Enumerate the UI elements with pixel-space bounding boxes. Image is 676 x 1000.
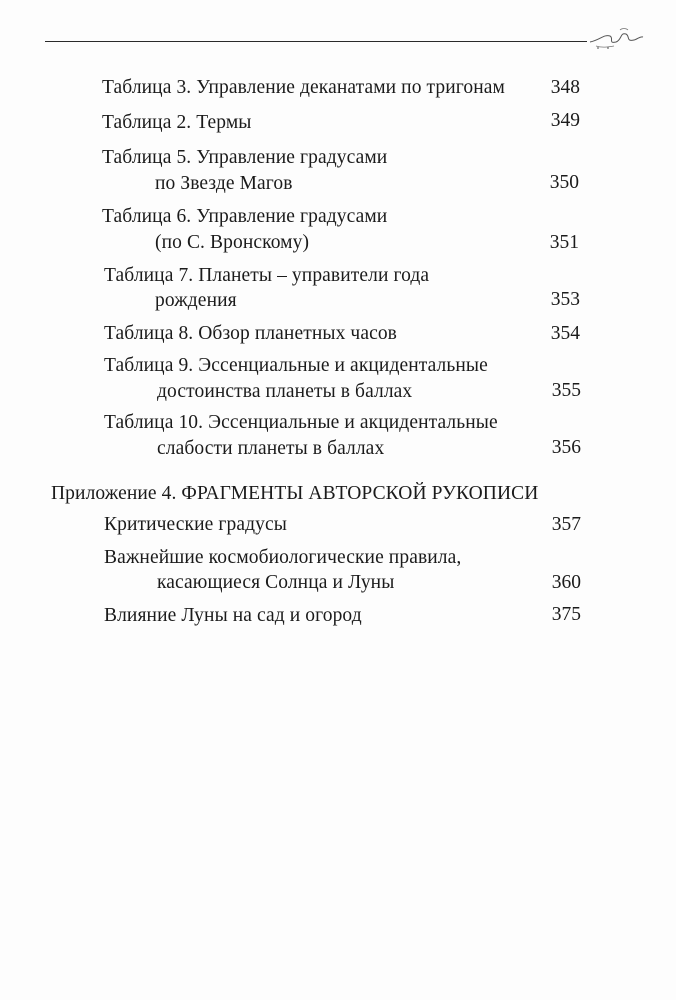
toc-entry-title: Влияние Луны на сад и огород [104,605,362,626]
toc-entry-page: 375 [551,604,581,625]
toc-entry-page: 356 [551,437,581,458]
toc-entry-title: Критические градусы [104,514,287,535]
header-rule [45,41,587,42]
toc-entry-title: Таблица 10. Эссенциальные и акцидентальные [104,412,498,433]
appendix-heading: Приложение 4. ФРАГМЕНТЫ АВТОРСКОЙ РУКОПИСИ [51,483,539,504]
toc-entry-title-continuation: достоинства планеты в баллах [157,381,413,402]
toc-entry-title: Важнейшие космобиологические правила, [104,547,462,568]
toc-entry-title-continuation: рождения [155,290,237,311]
toc-entry-title: Таблица 7. Планеты – управители года [104,265,430,286]
toc-entry-page: 353 [550,289,580,310]
toc-entry-page: 349 [550,110,580,131]
toc-entry-page: 357 [551,514,581,535]
toc-entry-title: Таблица 6. Управление градусами [102,206,388,227]
toc-entry-title: Таблица 5. Управление градусами [102,147,388,168]
toc-entry-page: 360 [551,572,581,593]
toc-entry-title: Таблица 2. Термы [102,112,252,133]
toc-entry-title: Таблица 9. Эссенциальные и акцидентальные [104,355,488,376]
toc-entry-page: 350 [549,172,579,193]
toc-entry-title-continuation: касающиеся Солнца и Луны [157,572,395,593]
toc-entry-page: 348 [550,77,580,98]
toc-entry-title: Таблица 8. Обзор планетных часов [104,323,397,344]
toc-entry-title-continuation: по Звезде Магов [155,173,293,194]
toc-entry-page: 355 [551,380,581,401]
toc-entry-page: 351 [549,232,579,253]
toc-entry-title: Таблица 3. Управление деканатами по тригонам [102,77,505,98]
toc-entry-title-continuation: слабости планеты в баллах [157,438,385,459]
toc-entry-title-continuation: (по С. Вронскому) [155,232,310,253]
toc-entry-page: 354 [550,323,580,344]
flourish-ornament-icon [586,22,646,52]
